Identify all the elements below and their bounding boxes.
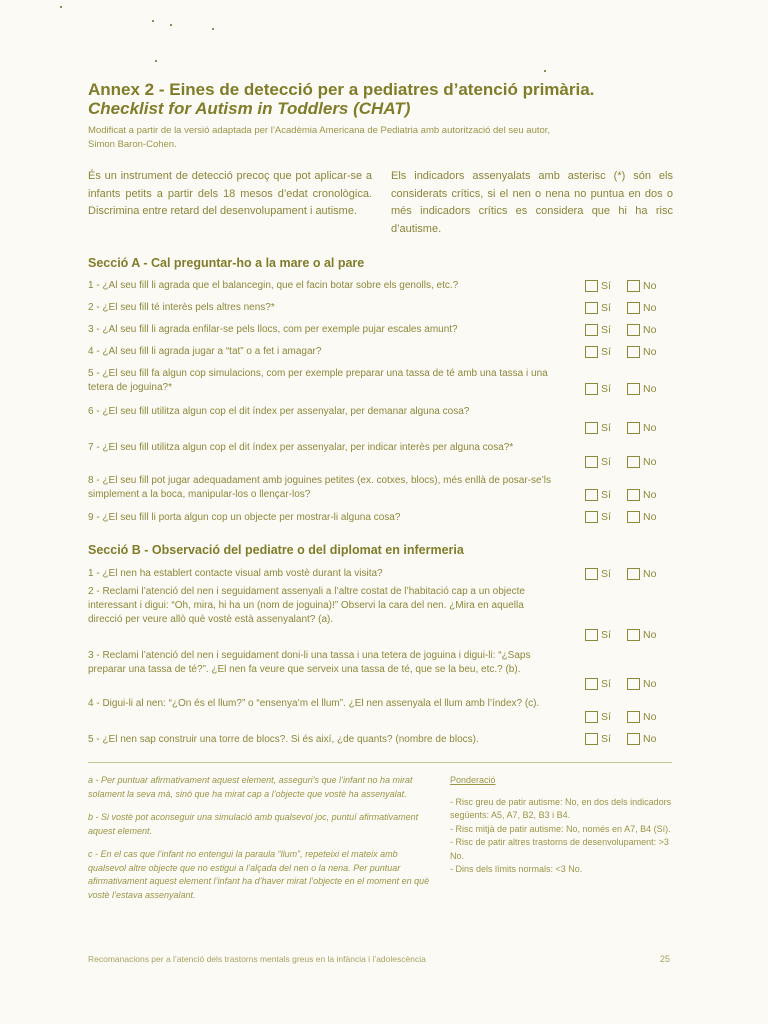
checkbox-si[interactable] [585,324,598,336]
label-si: Sí [601,733,611,745]
answer-a1 [585,280,675,294]
option-no[interactable] [627,733,656,745]
subtitle: Modificat a partir de la versió adaptada per l’Acadèmia Americana de Pediatria amb autorització del seu autor, Simon Baron-Cohen. [88,125,551,150]
footnote-c: c - En el cas que l’infant no entengui la paraula “llum”, repeteixi el mateix amb qualsevol altre objecte que no estigui a l’alçada del nen o la nena. Per puntuar afirmativament aquest element l’infant ha d’haver mirat l’objecte en el moment en què vostè l’estava assenyalant. [88,849,430,900]
question-a6: 6 - ¿El seu fill utilitza algun cop el dit índex per assenyalar, per demanar alguna cosa? [88,406,470,417]
option-no[interactable] [627,280,656,292]
answer-b2 [585,629,675,643]
question-a5: 5 - ¿El seu fill fa algun cop simulacions, com per exemple preparar una tassa de té amb una tassa i una tetera de joguina?* [88,368,548,393]
label-no: No [643,456,657,468]
page-title [88,80,648,118]
checkbox-no[interactable] [627,324,640,336]
scan-speck [544,70,546,72]
checkbox-no[interactable] [627,629,640,641]
option-si[interactable] [585,456,611,468]
label-no: No [643,489,657,501]
label-no: No [643,383,657,395]
label-si: Sí [601,711,611,723]
checkbox-si[interactable] [585,489,598,501]
label-si: Sí [601,678,611,690]
scan-speck [155,60,157,62]
label-no: No [643,629,657,641]
question-b5: 5 - ¿El nen sap construir una torre de blocs?. Si és així, ¿de quants? (nombre de blocs). [88,734,479,745]
answer-a9 [585,511,675,525]
question-a8: 8 - ¿El seu fill pot jugar adequadament amb joguines petites (ex. cotxes, blocs), més enllà de posar-se’ls simplement a la boca, manipular-los o llençar-los? [88,475,552,500]
checkbox-si[interactable] [585,346,598,358]
divider [88,762,672,763]
checkbox-si[interactable] [585,711,598,723]
question-a4: 4 - ¿Al seu fill li agrada jugar a “tat” o a fet i amagar? [88,346,322,357]
answer-b4 [585,711,675,725]
label-no: No [643,711,657,723]
checkbox-no[interactable] [627,511,640,523]
checkbox-si[interactable] [585,511,598,523]
option-no[interactable] [627,511,656,523]
checkbox-si[interactable] [585,629,598,641]
checkbox-si[interactable] [585,302,598,314]
checkbox-si[interactable] [585,280,598,292]
answer-b5 [585,733,675,747]
label-no: No [643,678,657,690]
answer-b1 [585,568,675,582]
footnote-b: b - Si vostè pot aconseguir una simulació amb qualsevol joc, puntuï afirmativament aquest element. [88,812,419,836]
answer-a5 [585,383,675,397]
question-a1: 1 - ¿Al seu fill li agrada que el balancegin, que el facin botar sobre els genolls, etc.? [88,280,459,291]
answer-a4 [585,346,675,360]
footnote-a: a - Per puntuar afirmativament aquest element, asseguri’s que l’infant no ha mirat solament la seva mà, sinó que ha mirat cap a l’objecte que vostè ha assenyalat. [88,775,413,799]
checkbox-no[interactable] [627,678,640,690]
checkbox-no[interactable] [627,456,640,468]
question-a9: 9 - ¿El seu fill li porta algun cop un objecte per mostrar-li alguna cosa? [88,512,401,523]
option-si[interactable] [585,568,611,580]
option-si[interactable] [585,302,611,314]
answer-a2 [585,302,675,316]
answer-a6 [585,422,675,436]
question-a7: 7 - ¿El seu fill utilitza algun cop el dit índex per assenyalar, per indicar interès per alguna cosa?* [88,442,514,453]
option-si[interactable] [585,422,611,434]
option-no[interactable] [627,302,656,314]
label-si: Sí [601,280,611,292]
option-no[interactable] [627,456,656,468]
option-si[interactable] [585,324,611,336]
scan-speck [152,20,154,22]
ponderacio-box [450,774,675,877]
ponderacio-item: - Risc mitjà de patir autisme: No, només en A7, B4 (Sí). [450,823,671,834]
label-si: Sí [601,568,611,580]
checkbox-si[interactable] [585,422,598,434]
question-a3: 3 - ¿Al seu fill li agrada enfilar-se pels llocs, com per exemple pujar escales amunt? [88,324,458,335]
option-no[interactable] [627,383,656,395]
ponderacio-item: - Risc de patir altres trastorns de desenvolupament: >3 No. [450,837,669,861]
label-no: No [643,280,657,292]
intro-right-paragraph: Els indicadors assenyalats amb asterisc (*) són els considerats crítics, si el nen o nena no puntua en dos o més indicadors crítics es considera que hi ha risc d’autisme. [391,170,673,235]
label-si: Sí [601,346,611,358]
option-no[interactable] [627,324,656,336]
question-a2: 2 - ¿El seu fill té interès pels altres nens?* [88,302,275,313]
label-si: Sí [601,489,611,501]
label-no: No [643,511,657,523]
checkbox-no[interactable] [627,422,640,434]
option-si[interactable] [585,711,611,723]
title-italic: Checklist for Autism in Toddlers (CHAT) [88,99,411,118]
ponderacio-title: Ponderació [450,775,496,785]
scan-speck [60,6,62,8]
question-b4: 4 - Digui-li al nen: “¿On és el llum?” o “ensenya’m el llum”. ¿El nen assenyala el llum amb l’índex? (c). [88,698,540,709]
label-no: No [643,568,657,580]
option-no[interactable] [627,711,656,723]
checkbox-si[interactable] [585,733,598,745]
option-si[interactable] [585,678,611,690]
checkbox-no[interactable] [627,733,640,745]
scan-speck [212,28,214,30]
label-no: No [643,324,657,336]
label-si: Sí [601,324,611,336]
label-no: No [643,422,657,434]
checkbox-si[interactable] [585,568,598,580]
checkbox-si[interactable] [585,678,598,690]
checkbox-si[interactable] [585,383,598,395]
answer-a7 [585,456,675,470]
label-no: No [643,346,657,358]
answer-b3 [585,678,675,692]
checkbox-si[interactable] [585,456,598,468]
scan-speck [170,24,172,26]
checkbox-no[interactable] [627,302,640,314]
label-si: Sí [601,629,611,641]
checkbox-no[interactable] [627,383,640,395]
title-main: Annex 2 - Eines de detecció per a pediatres d’atenció primària. [88,80,595,99]
checkbox-no[interactable] [627,568,640,580]
answer-a3 [585,324,675,338]
checkbox-no[interactable] [627,711,640,723]
section-a-title: Secció A - Cal preguntar-ho a la mare o al pare [88,256,365,270]
section-b-title: Secció B - Observació del pediatre o del diplomat en infermeria [88,543,464,557]
option-no[interactable] [627,629,656,641]
option-no[interactable] [627,568,656,580]
checkbox-no[interactable] [627,489,640,501]
option-si[interactable] [585,383,611,395]
checkbox-no[interactable] [627,346,640,358]
option-no[interactable] [627,678,656,690]
option-no[interactable] [627,422,656,434]
label-si: Sí [601,383,611,395]
footnotes [88,774,438,912]
option-si[interactable] [585,629,611,641]
option-si[interactable] [585,511,611,523]
question-b1: 1 - ¿El nen ha establert contacte visual amb vostè durant la visita? [88,568,383,579]
ponderacio-item: - Risc greu de patir autisme: No, en dos dels indicadors següents: A5, A7, B2, B3 i B4. [450,796,672,820]
label-no: No [643,302,657,314]
question-b2: 2 - Reclami l’atenció del nen i seguidament assenyali a l’altre costat de l’habitació cap a un objecte interessant i digui: “Oh, mira, hi ha un (nom de joguina)!” Observi la cara del nen. ¿Mira en aquella direcció per veure allò què vostè està assenyalant? (a). [88,586,525,625]
option-si[interactable] [585,280,611,292]
option-si[interactable] [585,346,611,358]
option-si[interactable] [585,733,611,745]
option-si[interactable] [585,489,611,501]
label-si: Sí [601,302,611,314]
option-no[interactable] [627,489,656,501]
label-si: Sí [601,511,611,523]
label-si: Sí [601,422,611,434]
ponderacio-item: - Dins dels límits normals: <3 No. [450,864,583,874]
intro-left-paragraph: És un instrument de detecció precoç que pot aplicar-se a infants petits a partir dels 18 mesos d’edat cronològica. Discrimina entre retard del desenvolupament i autisme. [88,170,372,217]
page-number: 25 [660,954,671,964]
label-si: Sí [601,456,611,468]
running-footer: Recomanacions per a l’atenció dels trastorns mentals greus en la infància i l’adolescència [88,954,426,964]
question-b3: 3 - Reclami l’atenció del nen i seguidament doni-li una tassa i una tetera de joguina i digui-li: “¿Saps preparar una tassa de té?”. ¿El nen fa veure que serveix una tassa de té, que se la beu, etc.? (b). [88,650,531,675]
label-no: No [643,733,657,745]
answer-a8 [585,489,675,503]
option-no[interactable] [627,346,656,358]
checkbox-no[interactable] [627,280,640,292]
